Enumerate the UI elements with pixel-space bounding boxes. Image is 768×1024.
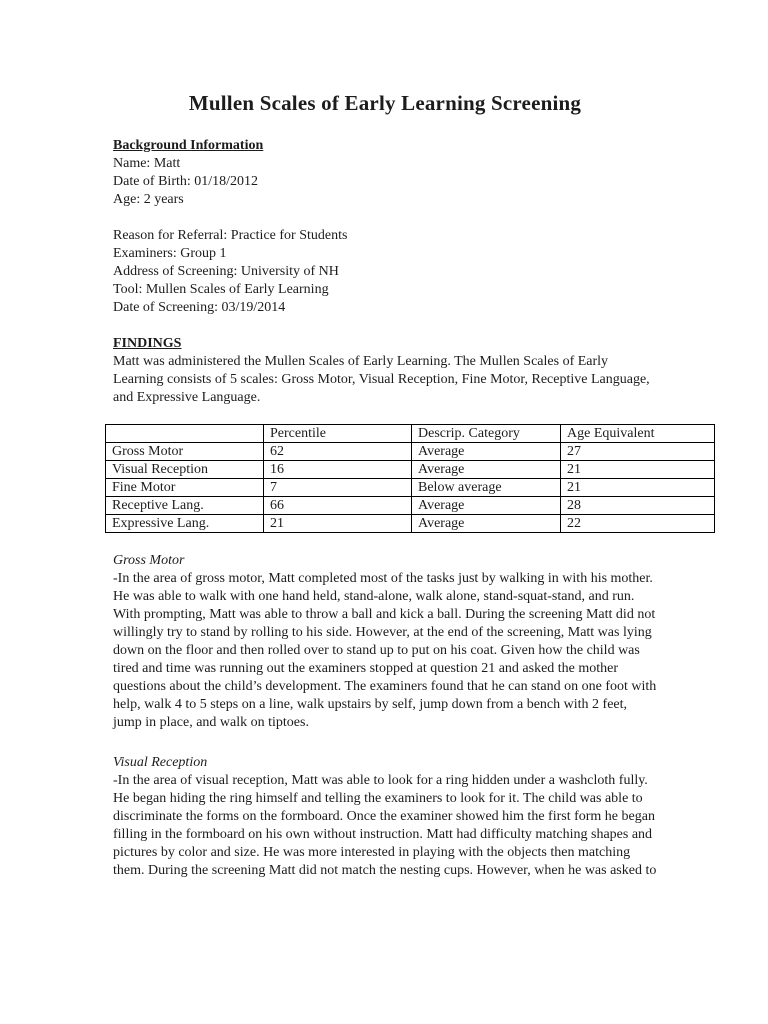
scale-name-cell: Gross Motor bbox=[106, 443, 264, 461]
category-cell: Average bbox=[412, 497, 561, 515]
header-cell-age-equivalent: Age Equivalent bbox=[561, 425, 715, 443]
findings-intro-paragraph: Matt was administered the Mullen Scales of Early Learning. The Mullen Scales of Early Learning consists of 5 scales: Gross Motor, Visual Reception, Fine Motor, Receptive Language, and Expressive Language. bbox=[113, 354, 650, 405]
percentile-cell: 62 bbox=[264, 443, 412, 461]
scores-header-row bbox=[106, 425, 715, 443]
scale-name-cell: Visual Reception bbox=[106, 461, 264, 479]
age-line: Age: 2 years bbox=[113, 192, 184, 207]
category-cell: Average bbox=[412, 515, 561, 533]
findings-heading: FINDINGS bbox=[113, 336, 182, 351]
date-of-birth-line: Date of Birth: 01/18/2012 bbox=[113, 174, 259, 189]
document-body bbox=[113, 90, 657, 880]
header-cell-percentile: Percentile bbox=[264, 425, 412, 443]
visual-reception-heading: Visual Reception bbox=[113, 755, 208, 770]
gross-motor-heading: Gross Motor bbox=[113, 553, 185, 568]
background-information-section bbox=[113, 137, 657, 317]
percentile-cell: 66 bbox=[264, 497, 412, 515]
table-row bbox=[106, 479, 715, 497]
category-cell: Below average bbox=[412, 479, 561, 497]
spacer bbox=[113, 209, 657, 227]
table-row bbox=[106, 497, 715, 515]
address-of-screening-line: Address of Screening: University of NH bbox=[113, 264, 339, 279]
age-equivalent-cell: 21 bbox=[561, 479, 715, 497]
gross-motor-paragraph: -In the area of gross motor, Matt completed most of the tasks just by walking in with his mother. He was able to walk with one hand held, stand-alone, walk alone, stand-squat-stand, and run. With prompting, Matt was able to throw a ball and kick a ball. During the screening Matt did not willingly try to stand by rolling to his side. However, at the end of the screening, Matt was lying down on the floor and then rolled over to stand up to put on his coat. Given how the child was tired and time was running out the examiners stopped at question 21 and asked the mother questions about the child’s development. The examiners found that he can stand on one foot with help, walk 4 to 5 steps on a line, walk upstairs by self, jump down from a bench with 2 feet, jump in place, and walk on tiptoes. bbox=[113, 571, 657, 730]
table-row bbox=[106, 515, 715, 533]
scale-name-cell: Fine Motor bbox=[106, 479, 264, 497]
date-of-screening-line: Date of Screening: 03/19/2014 bbox=[113, 300, 286, 315]
scale-name-cell: Receptive Lang. bbox=[106, 497, 264, 515]
age-equivalent-cell: 22 bbox=[561, 515, 715, 533]
header-cell-descrip-category: Descrip. Category bbox=[412, 425, 561, 443]
percentile-cell: 16 bbox=[264, 461, 412, 479]
category-cell: Average bbox=[412, 461, 561, 479]
name-line: Name: Matt bbox=[113, 156, 181, 171]
category-cell: Average bbox=[412, 443, 561, 461]
reason-for-referral-line: Reason for Referral: Practice for Students bbox=[113, 228, 348, 243]
percentile-cell: 7 bbox=[264, 479, 412, 497]
spacer bbox=[113, 317, 657, 335]
visual-reception-section bbox=[113, 754, 657, 880]
gross-motor-section bbox=[113, 552, 657, 732]
table-row bbox=[106, 443, 715, 461]
document-title: Mullen Scales of Early Learning Screening bbox=[188, 91, 582, 115]
spacer bbox=[113, 732, 657, 754]
findings-section bbox=[113, 335, 657, 407]
age-equivalent-cell: 21 bbox=[561, 461, 715, 479]
background-information-heading: Background Information bbox=[113, 138, 264, 153]
scores-table bbox=[105, 424, 715, 533]
tool-line: Tool: Mullen Scales of Early Learning bbox=[113, 282, 329, 297]
percentile-cell: 21 bbox=[264, 515, 412, 533]
age-equivalent-cell: 27 bbox=[561, 443, 715, 461]
spacer bbox=[113, 407, 657, 424]
age-equivalent-cell: 28 bbox=[561, 497, 715, 515]
spacer bbox=[113, 533, 657, 552]
examiners-line: Examiners: Group 1 bbox=[113, 246, 227, 261]
visual-reception-paragraph: -In the area of visual reception, Matt was able to look for a ring hidden under a washcloth fully. He began hiding the ring himself and telling the examiners to look for it. The child was able to discriminate the forms on the formboard. Once the examiner showed him the first form he began filling in the formboard on his own without instruction. Matt had difficulty matching shapes and pictures by color and size. He was more interested in playing with the objects then matching them. During the screening Matt did not match the nesting cups. However, when he was asked to bbox=[113, 773, 657, 878]
header-cell-blank bbox=[106, 425, 264, 443]
scale-name-cell: Expressive Lang. bbox=[106, 515, 264, 533]
table-row bbox=[106, 461, 715, 479]
